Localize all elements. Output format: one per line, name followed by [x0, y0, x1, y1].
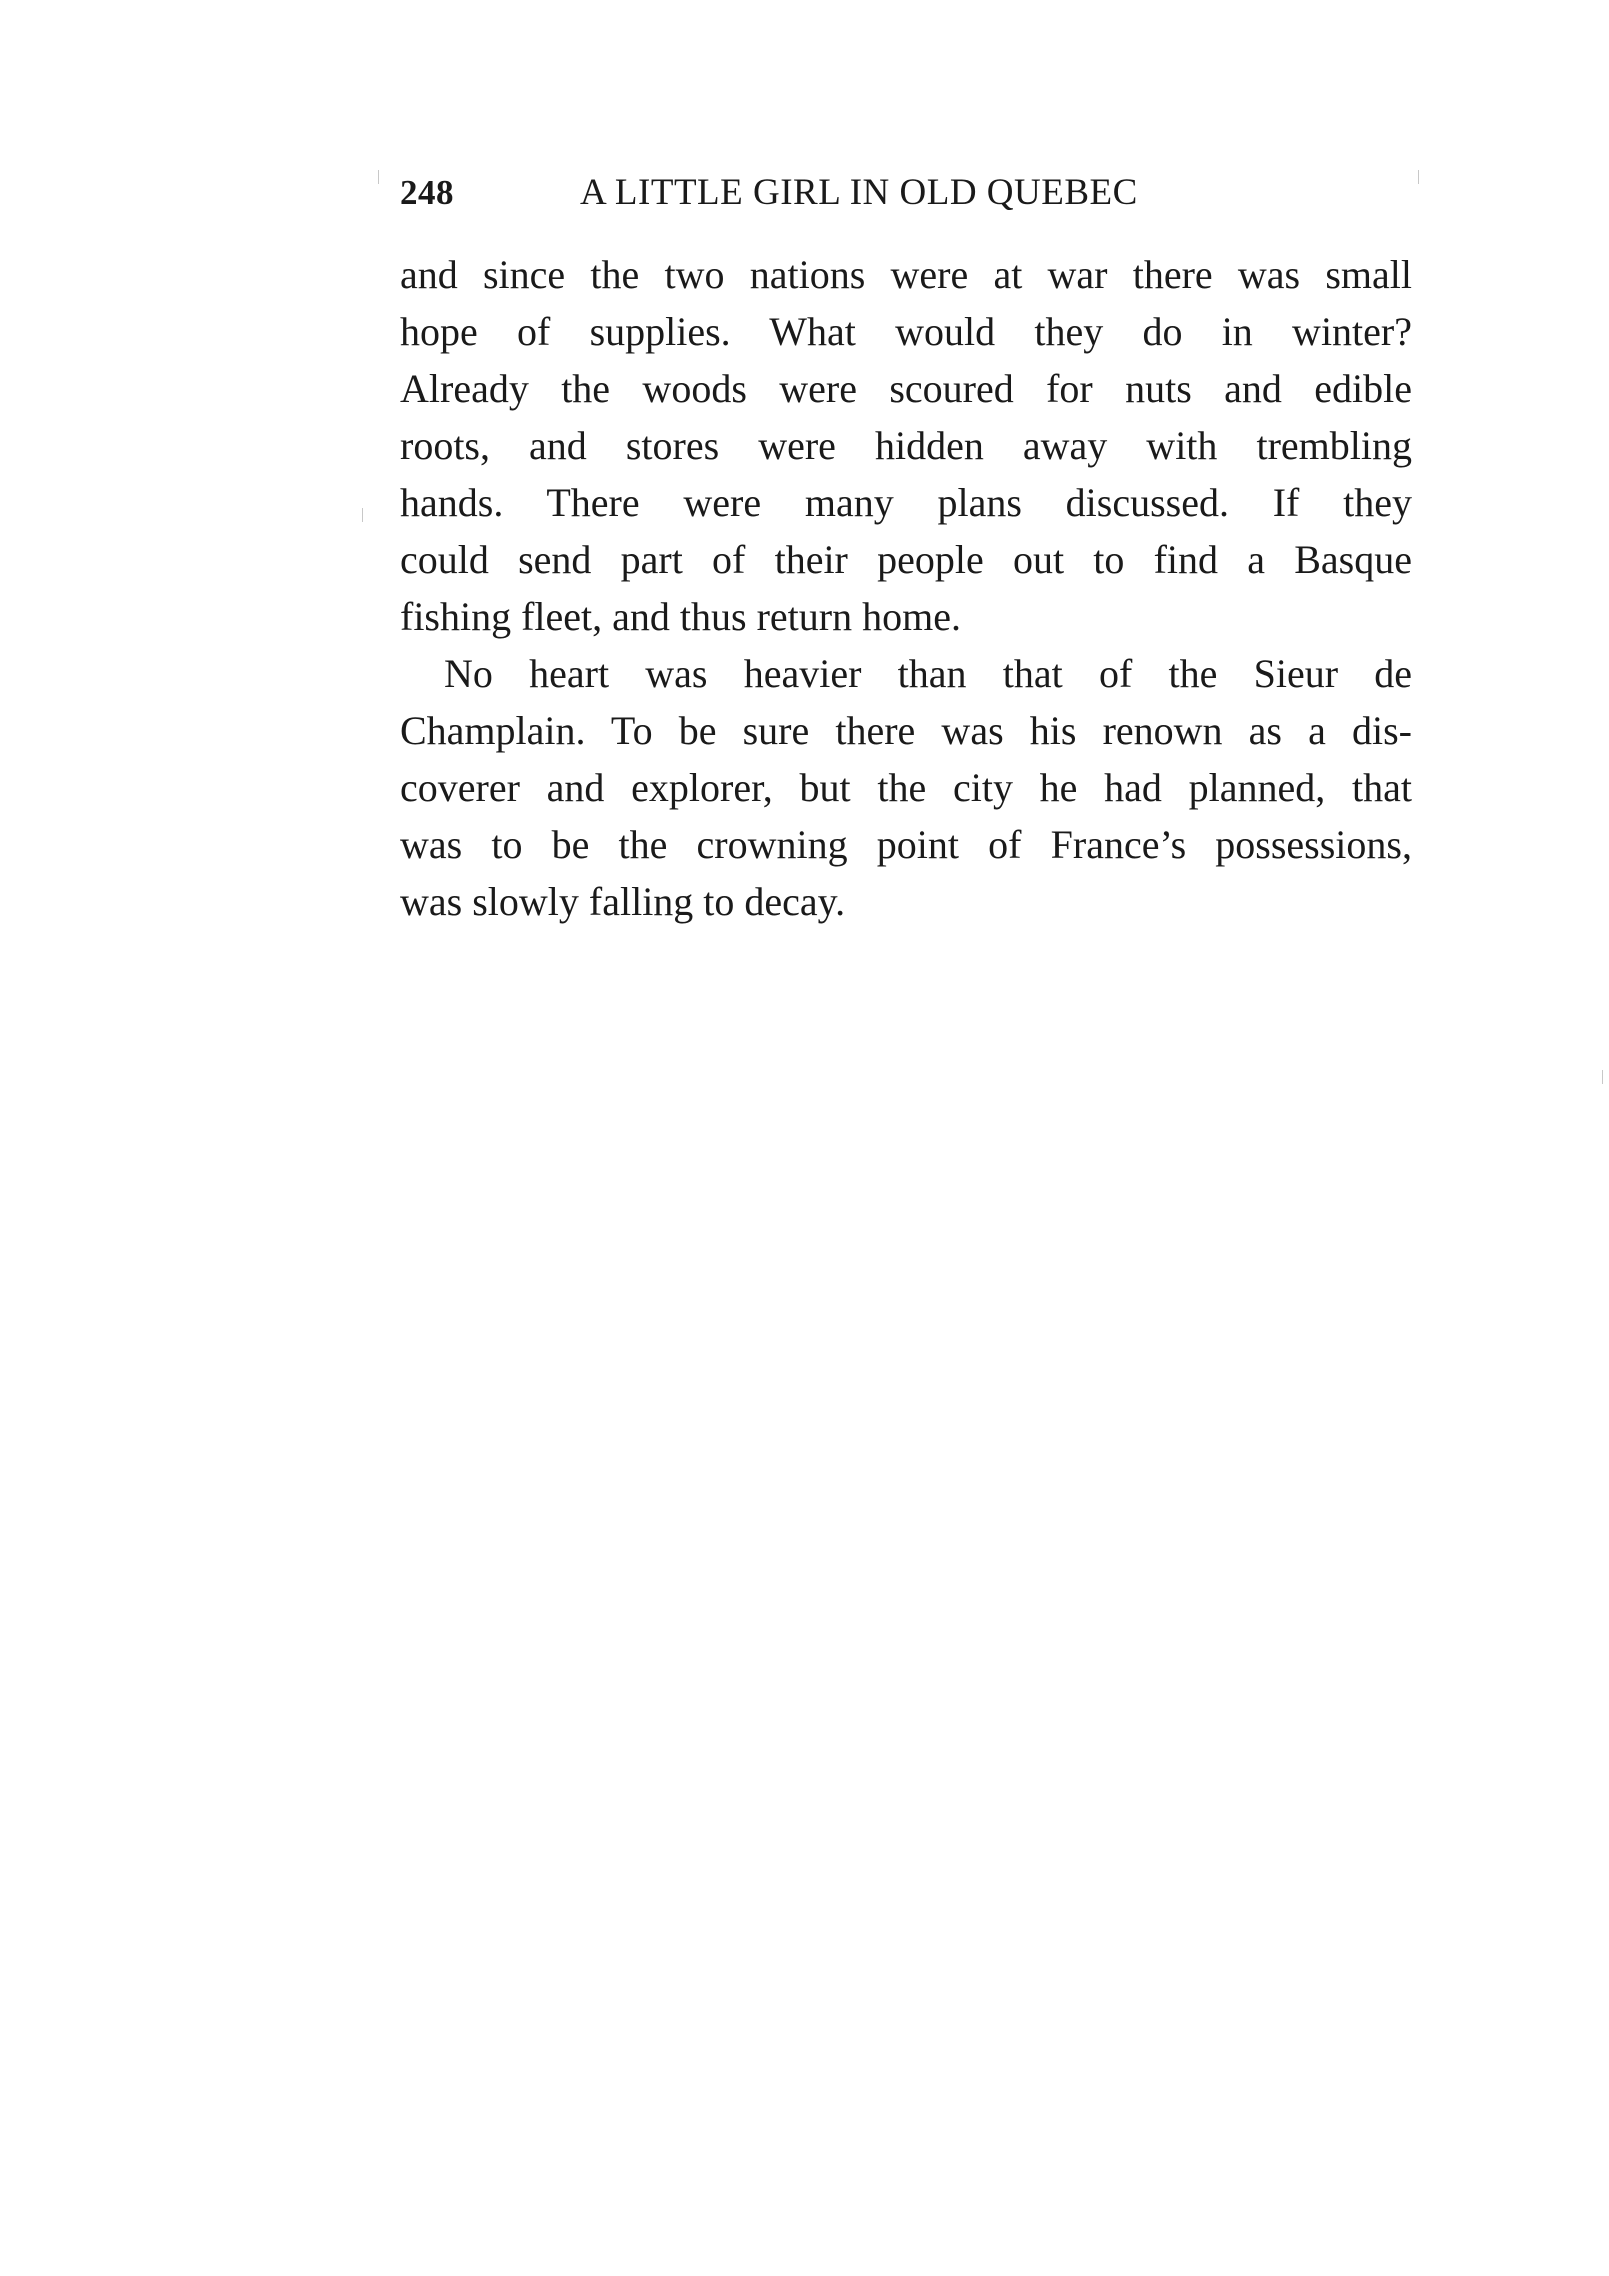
- text-line: could send part of their people out to find a Basque: [400, 537, 1412, 582]
- text-line: Already the woods were scoured for nuts and edible: [400, 366, 1412, 411]
- text-line: was slowly falling to decay.: [400, 879, 846, 924]
- text-line: Champlain. To be sure there was his renown as a dis-: [400, 708, 1412, 753]
- text-line: was to be the crowning point of France’s possessions,: [400, 822, 1412, 867]
- text-line: fishing fleet, and thus return home.: [400, 594, 961, 639]
- page-number: 248: [400, 173, 454, 212]
- body-text: [400, 246, 1412, 930]
- paragraph-1: [400, 246, 1412, 645]
- text-line: No heart was heavier than that of the Sieur de: [444, 651, 1412, 696]
- running-head-title: A LITTLE GIRL IN OLD QUEBEC: [580, 172, 1138, 213]
- paragraph-2: [400, 645, 1412, 930]
- text-line: roots, and stores were hidden away with trembling: [400, 423, 1412, 468]
- scan-speck: [362, 508, 363, 522]
- scan-speck: [1602, 1070, 1603, 1084]
- scan-speck: [1418, 170, 1419, 184]
- running-head: [400, 168, 1410, 218]
- text-line: coverer and explorer, but the city he had planned, that: [400, 765, 1412, 810]
- text-line: and since the two nations were at war there was small: [400, 252, 1412, 297]
- scan-speck: [378, 170, 379, 184]
- text-line: hands. There were many plans discussed. If they: [400, 480, 1412, 525]
- text-line: hope of supplies. What would they do in winter?: [400, 309, 1412, 354]
